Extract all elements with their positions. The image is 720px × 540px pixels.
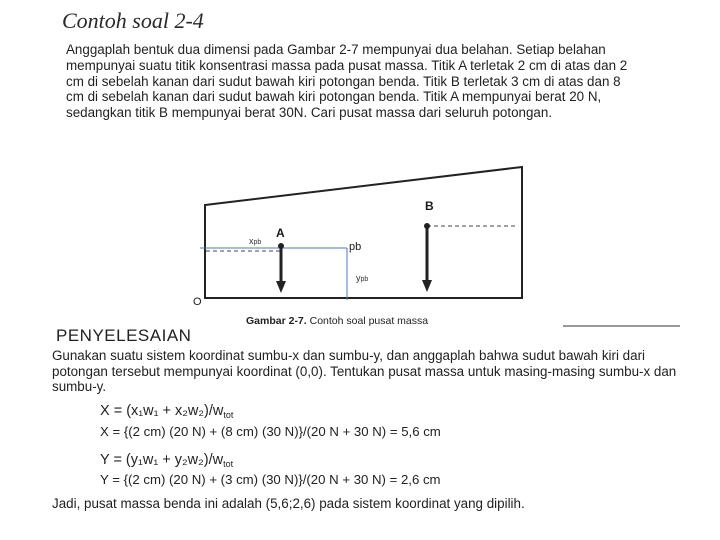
xpb-label: xpb (249, 236, 262, 246)
label-a: A (276, 226, 285, 240)
conclusion-paragraph: Jadi, pusat massa benda ini adalah (5,6;2,6) pada sistem koordinat yang dipilih. (52, 496, 525, 511)
label-b: B (425, 199, 434, 213)
arrowhead-a (276, 281, 286, 293)
point-a (278, 243, 284, 249)
origin-label: O (193, 296, 202, 308)
y-formula: $Y = (y_1w_1 + y_2w_2)/w_{tot}$ (100, 452, 234, 469)
solution-heading: PENYELESAIAN (56, 326, 192, 345)
problem-paragraph: Anggaplah bentuk dua dimensi pada Gambar 2-7 mempunyai dua belahan. Setiap belahan mempunyai suatu titik konsentrasi massa pada pusat massa. Titik A terletak 2 cm di atas dan 2 cm di sebelah kanan dari sudut bawah kiri potongan benda. Titik B terletak 3 cm di atas dan 8 cm di sebelah kanan dari sudut bawah kiri potongan benda. Titik A mempunyai berat 20 N, sedangkan titik B mempunyai berat 30N. Cari pusat massa dari seluruh potongan. (66, 42, 628, 121)
pb-label: pb (349, 241, 362, 253)
x-formula: $X = (x_1w_1 + x_2w_2)/w_{tot}$ (100, 403, 234, 420)
solution-paragraph: Gunakan suatu sistem koordinat sumbu-x dan sumbu-y, dan anggaplah bahwa sudut bawah kiri dari potongan tersebut mempunyai koordinat (0,0). Tentukan pusat massa untuk masing-masing sumbu-x dan sumbu-y. (52, 348, 677, 395)
y-calculation: Y = {(2 cm) (20 N) + (3 cm) (30 N)}/(20 N + 30 N) = 2,6 cm (100, 472, 441, 487)
ypb-label: ypb (356, 273, 369, 283)
x-calculation: X = {(2 cm) (20 N) + (8 cm) (30 N)}/(20 N + 30 N) = 5,6 cm (100, 424, 441, 439)
arrowhead-b (422, 280, 432, 292)
point-b (424, 223, 430, 229)
page-title: Contoh soal 2-4 (62, 8, 204, 33)
figure-caption: Gambar 2-7. Contoh soal pusat massa (246, 315, 429, 327)
